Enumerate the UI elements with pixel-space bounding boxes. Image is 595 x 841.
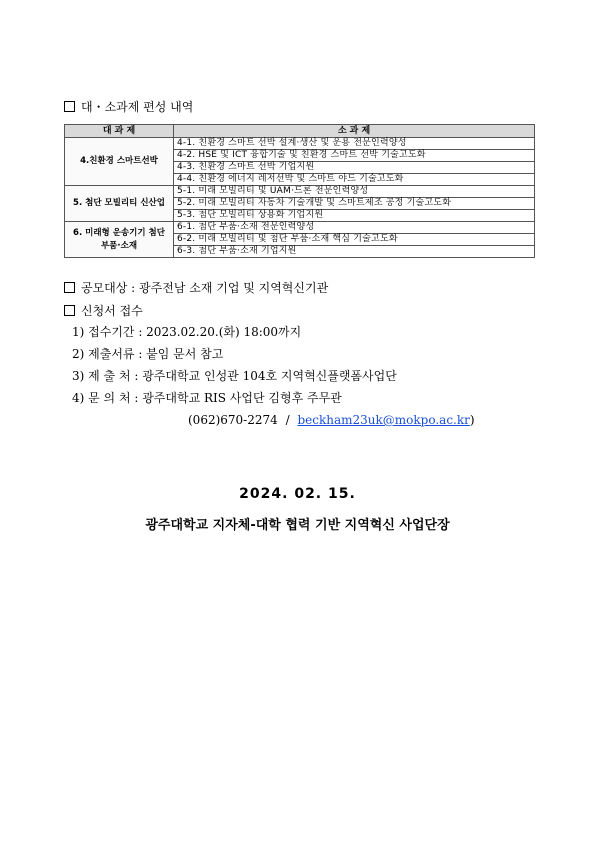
section-heading-application: 신청서 접수 — [64, 304, 143, 319]
minor-task: 6-1. 첨단 부품·소재 전문인력양성 — [174, 222, 535, 234]
minor-task: 5-1. 미래 모빌리티 및 UAM·드론 전문인력양성 — [174, 186, 535, 198]
checkbox-square-icon — [64, 305, 75, 316]
contact-details: (062)670-2274 / beckham23uk@mokpo.ac.kr) — [188, 413, 475, 427]
email-link[interactable]: beckham23uk@mokpo.ac.kr — [297, 413, 470, 427]
major-task: 6. 미래형 운송기기 첨단 부품·소재 — [65, 222, 174, 258]
task-table — [64, 124, 535, 258]
table-header-row — [65, 125, 535, 138]
major-task: 5. 첨단 모빌리티 신산업 — [65, 186, 174, 222]
major-task: 4.친환경 스마트선박 — [65, 138, 174, 186]
target-line: 공모대상 : 광주전남 소재 기업 및 지역혁신기관 — [64, 281, 328, 296]
phone-number: (062)670-2274 — [188, 413, 278, 427]
minor-task: 4-3. 친환경 스마트 선박 기업지원 — [174, 162, 535, 174]
minor-task: 4-4. 친환경 에너지 레저선박 및 스마트 야드 기술고도화 — [174, 174, 535, 186]
minor-task: 4-2. HSE 및 ICT 융합기술 및 친환경 스마트 선박 기술고도화 — [174, 150, 535, 162]
application-item-contact: 4) 문 의 처 : 광주대학교 RIS 사업단 김형후 주무관 — [72, 391, 342, 405]
minor-task: 5-3. 첨단 모빌리티 상용화 기업지원 — [174, 210, 535, 222]
table-row — [65, 138, 535, 150]
checkbox-square-icon — [64, 101, 75, 112]
header-major: 대 과 제 — [65, 125, 174, 138]
header-minor: 소 과 제 — [174, 125, 535, 138]
issuing-organization: 광주대학교 지자체-대학 협력 기반 지역혁신 사업단장 — [145, 518, 450, 533]
section-heading-task-table: 대・소과제 편성 내역 — [64, 100, 193, 115]
separator: / — [285, 413, 290, 427]
minor-task: 4-1. 친환경 스마트 선박 설계·생산 및 운용 전문인력양성 — [174, 138, 535, 150]
application-item-destination: 3) 제 출 처 : 광주대학교 인성관 104호 지역혁신플랫폼사업단 — [72, 369, 397, 383]
application-item-period: 1) 접수기간 : 2023.02.20.(화) 18:00까지 — [72, 325, 302, 339]
minor-task: 5-2. 미래 모빌리티 자동차 기술개발 및 스마트제조 공정 기술고도화 — [174, 198, 535, 210]
minor-task: 6-2. 미래 모빌리티 및 첨단 부품·소재 핵심 기술고도화 — [174, 234, 535, 246]
application-item-documents: 2) 제출서류 : 붙임 문서 참고 — [72, 347, 224, 361]
document-date: 2024. 02. 15. — [239, 486, 356, 502]
minor-task: 6-3. 첨단 부품·소재 기업지원 — [174, 246, 535, 258]
table-row — [65, 222, 535, 234]
table-row — [65, 186, 535, 198]
checkbox-square-icon — [64, 282, 75, 293]
